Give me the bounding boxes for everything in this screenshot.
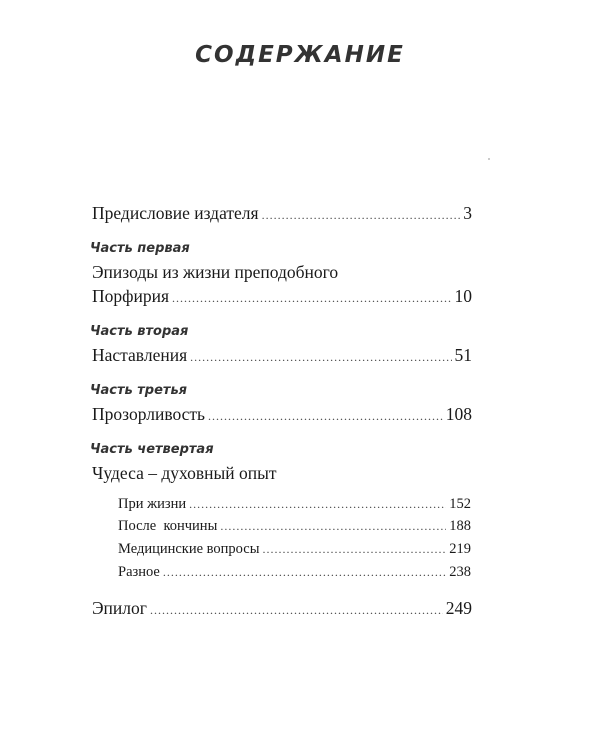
toc-entry-label: При жизни	[118, 496, 187, 512]
toc-entry-label: Предисловие издателя	[92, 203, 259, 223]
toc-leader-dots	[262, 542, 446, 557]
toc-entry-label: Прозорливость	[92, 404, 206, 424]
toc-page-number: 3	[463, 203, 472, 223]
page-title: СОДЕРЖАНИЕ	[195, 42, 405, 68]
toc-entry-preface[interactable]	[92, 203, 472, 224]
paper-speck	[488, 158, 490, 160]
toc-page-number: 108	[445, 404, 472, 424]
toc-leader-dots	[163, 565, 446, 580]
part-label-2: Часть вторая	[90, 324, 189, 339]
toc-subentry[interactable]	[118, 564, 471, 581]
toc-entry-label: Медицинские вопросы	[118, 541, 260, 557]
toc-leader-dots	[208, 409, 443, 424]
toc-page-number: 219	[449, 541, 471, 557]
toc-page-number: 10	[454, 286, 472, 306]
toc-leader-dots	[189, 497, 446, 512]
toc-page-number: 152	[449, 496, 471, 512]
toc-subentry[interactable]	[118, 541, 471, 558]
toc-subentry[interactable]	[118, 518, 471, 535]
part-label-3: Часть третья	[90, 383, 188, 398]
toc-entry-part3[interactable]	[92, 404, 472, 425]
toc-entry-label: Наставления	[92, 345, 188, 365]
toc-page-number: 238	[449, 564, 471, 580]
toc-entry-part2[interactable]	[92, 345, 472, 366]
toc-page-number: 249	[445, 598, 472, 618]
toc-entry-label: После кончины	[118, 518, 218, 534]
toc-page-number: 51	[454, 345, 472, 365]
toc-leader-dots	[150, 603, 443, 618]
toc-leader-dots	[190, 350, 451, 365]
toc-entry-part1-line1[interactable]: Эпизоды из жизни преподобного	[92, 262, 339, 282]
toc-subentry[interactable]	[118, 496, 471, 513]
toc-leader-dots	[220, 519, 446, 534]
toc-page-number: 188	[449, 518, 471, 534]
toc-leader-dots	[172, 291, 451, 306]
toc-entry-part1[interactable]	[92, 286, 472, 307]
toc-entry-epilogue[interactable]	[92, 598, 472, 619]
part-label-4: Часть четвертая	[90, 442, 214, 457]
toc-entry-label: Порфирия	[92, 286, 170, 306]
toc-leader-dots	[262, 208, 461, 223]
toc-entry-part4-heading: Чудеса – духовный опыт	[92, 463, 277, 483]
toc-entry-label: Разное	[118, 564, 160, 580]
part-label-1: Часть первая	[90, 241, 190, 256]
toc-entry-label: Эпилог	[92, 598, 147, 618]
